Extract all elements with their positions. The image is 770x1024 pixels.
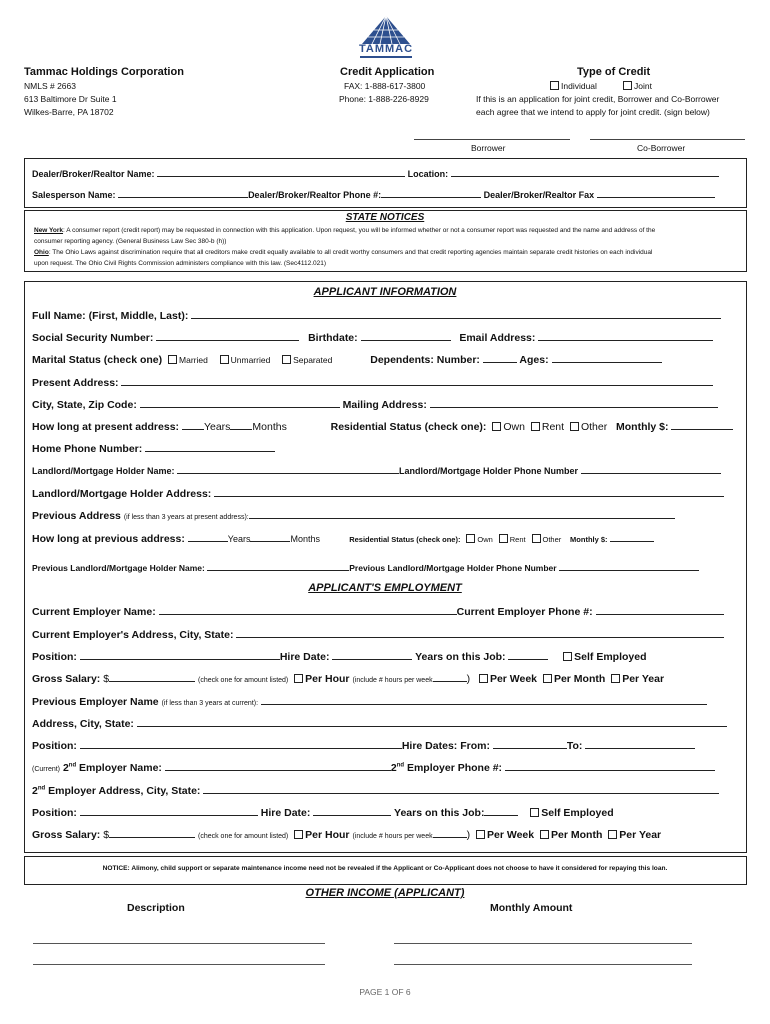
dependents-number-field[interactable]: [483, 353, 517, 363]
previous-address-row: Previous Address (if less than 3 years at present address):: [32, 509, 730, 522]
second-hire-date-field[interactable]: [313, 806, 391, 816]
unmarried-checkbox[interactable]: [220, 355, 229, 364]
second-per-week-checkbox[interactable]: [476, 830, 485, 839]
hours-per-week-field[interactable]: [433, 672, 467, 682]
present-years-field[interactable]: [182, 420, 204, 430]
logo-wordmark: TAMMAC: [358, 43, 414, 55]
marital-row: Marital Status (check one) Married Unmarried Separated Dependents: Number: Ages:: [32, 353, 730, 366]
second-employer-phone-field[interactable]: [505, 761, 715, 771]
current-employer-phone-field[interactable]: [596, 605, 724, 615]
second-gross-salary-row: Gross Salary: $ (check one for amount listed) Per Hour (include # hours per week ) Per Week Per Month Per Year: [32, 829, 662, 841]
home-phone-row: Home Phone Number:: [32, 442, 730, 455]
second-per-hour-checkbox[interactable]: [294, 830, 303, 839]
separated-checkbox[interactable]: [282, 355, 291, 364]
location-field[interactable]: [451, 167, 719, 177]
birthdate-field[interactable]: [361, 331, 451, 341]
logo-rule: [360, 56, 412, 58]
second-position-field[interactable]: [80, 806, 258, 816]
dealer-section: [24, 158, 747, 208]
borrower-signature-line[interactable]: [414, 139, 570, 140]
previous-employer-row: Previous Employer Name (if less than 3 years at current):: [32, 695, 730, 708]
landlord-phone-field[interactable]: [581, 464, 721, 474]
borrower-label: Borrower: [471, 143, 506, 153]
page-number: PAGE 1 OF 6: [359, 987, 411, 997]
second-gross-salary-field[interactable]: [109, 828, 195, 838]
current-employer-address-field[interactable]: [236, 628, 724, 638]
present-months-field[interactable]: [230, 420, 252, 430]
how-long-present-row: How long at present address: Years Months Residential Status (check one): Own Rent Other Monthly $:: [32, 420, 730, 433]
ages-field[interactable]: [552, 353, 662, 363]
income-description-line-2[interactable]: [33, 964, 325, 965]
dealer-fax-field[interactable]: [597, 188, 715, 198]
fax-number: FAX: 1-888-617-3800: [344, 81, 426, 91]
prev-landlord-name-field[interactable]: [207, 561, 349, 571]
hire-date-field[interactable]: [332, 650, 412, 660]
alimony-notice: NOTICE: Alimony, child support or separate maintenance income need not be revealed if the Applicant or Co-Applicant does not choose to have it considered for repaying this loan.: [102, 865, 668, 872]
form-title: Credit Application: [340, 66, 435, 78]
prev-monthly-payment-field[interactable]: [610, 532, 654, 542]
second-hours-per-week-field[interactable]: [433, 828, 467, 838]
monthly-amount-header: Monthly Amount: [490, 902, 573, 914]
second-employer-field[interactable]: [165, 761, 391, 771]
gross-salary-row: Gross Salary: $ (check one for amount listed) Per Hour (include # hours per week ) Per Week Per Month Per Year: [32, 673, 665, 685]
email-field[interactable]: [538, 331, 713, 341]
hire-to-field[interactable]: [585, 739, 695, 749]
position-row: Position: Hire Date: Years on this Job: Self Employed: [32, 651, 647, 663]
previous-address-field[interactable]: [249, 509, 675, 519]
salesperson-row: Salesperson Name: Dealer/Broker/Realtor Phone #: Dealer/Broker/Realtor Fax: [32, 188, 715, 200]
self-employed-checkbox[interactable]: [563, 652, 572, 661]
previous-employer-field[interactable]: [261, 695, 707, 705]
per-month-checkbox[interactable]: [543, 674, 552, 683]
city-state-zip-field[interactable]: [140, 398, 340, 408]
company-logo: [350, 14, 422, 60]
monthly-payment-field[interactable]: [671, 420, 733, 430]
salesperson-field[interactable]: [118, 188, 248, 198]
second-employer-row: (Current) 2nd Employer Name: 2nd Employer Phone #:: [32, 761, 730, 774]
previous-months-field[interactable]: [250, 532, 290, 542]
description-header: Description: [127, 902, 185, 914]
full-name-field[interactable]: [191, 309, 721, 319]
income-amount-line-1[interactable]: [394, 943, 692, 944]
dealer-name-row: Dealer/Broker/Realtor Name: Location:: [32, 167, 719, 179]
oh-notice-line-2: upon request. The Ohio Civil Rights Commission administers compliance with this law. (Sec4112.021): [34, 260, 327, 267]
dealer-name-field[interactable]: [157, 167, 405, 177]
individual-checkbox[interactable]: [550, 81, 559, 90]
company-name: Tammac Holdings Corporation: [24, 66, 184, 78]
city-state-zip-row: City, State, Zip Code: Mailing Address:: [32, 398, 730, 411]
landlord-address-field[interactable]: [214, 487, 724, 497]
prev-address-city-row: Address, City, State:: [32, 717, 730, 730]
prev-other-checkbox[interactable]: [532, 534, 541, 543]
dealer-phone-field[interactable]: [381, 188, 481, 198]
per-week-checkbox[interactable]: [479, 674, 488, 683]
second-position-row: Position: Hire Date: Years on this Job: Self Employed: [32, 807, 614, 819]
present-address-field[interactable]: [121, 376, 713, 386]
gross-salary-field[interactable]: [109, 672, 195, 682]
second-employer-address-row: 2nd Employer Address, City, State:: [32, 784, 730, 797]
married-checkbox[interactable]: [168, 355, 177, 364]
ny-notice-line-2: consumer reporting agency. (General Business Law Sec 380-b (h)): [34, 238, 227, 245]
joint-note-line-2: each agree that we intend to apply for joint credit. (sign below): [476, 107, 710, 117]
ssn-row: Social Security Number: Birthdate: Email Address:: [32, 331, 730, 344]
current-employer-row: Current Employer Name: Current Employer Phone #:: [32, 605, 730, 618]
mailing-address-field[interactable]: [430, 398, 718, 408]
second-employer-address-field[interactable]: [203, 784, 719, 794]
prev-landlord-row: Previous Landlord/Mortgage Holder Name: Previous Landlord/Mortgage Holder Phone Number: [32, 561, 730, 573]
state-notices-title: STATE NOTICES: [345, 212, 425, 223]
ny-notice-line-1: New York: A consumer report (credit report) may be requested in connection with this application. Upon request, you will be informed whether or not a consumer report was requested and the name and address of the: [34, 227, 656, 234]
landlord-row: Landlord/Mortgage Holder Name: Landlord/Mortgage Holder Phone Number: [32, 464, 730, 476]
current-employer-field[interactable]: [159, 605, 457, 615]
ssn-field[interactable]: [156, 331, 299, 341]
phone-number: Phone: 1-888-226-8929: [339, 94, 429, 104]
income-amount-line-2[interactable]: [394, 964, 692, 965]
company-address-1: 613 Baltimore Dr Suite 1: [24, 94, 117, 104]
present-address-row: Present Address:: [32, 376, 730, 389]
co-borrower-signature-line[interactable]: [590, 139, 745, 140]
joint-note-line-1: If this is an application for joint credit, Borrower and Co-Borrower: [476, 94, 720, 104]
per-year-checkbox[interactable]: [611, 674, 620, 683]
joint-option[interactable]: Joint: [620, 81, 652, 92]
prev-employer-address-field[interactable]: [137, 717, 727, 727]
current-employer-address-row: Current Employer's Address, City, State:: [32, 628, 730, 641]
joint-checkbox[interactable]: [623, 81, 632, 90]
hire-from-field[interactable]: [493, 739, 567, 749]
how-long-previous-row: How long at previous address: Years Months Residential Status (check one): Own Rent Other Monthly $:: [32, 532, 730, 545]
prev-own-checkbox[interactable]: [466, 534, 475, 543]
previous-years-field[interactable]: [188, 532, 228, 542]
credit-type-title: Type of Credit: [577, 66, 651, 78]
years-on-job-field[interactable]: [508, 650, 548, 660]
second-self-employed-checkbox[interactable]: [530, 808, 539, 817]
prev-rent-checkbox[interactable]: [499, 534, 508, 543]
prev-landlord-phone-field[interactable]: [559, 561, 699, 571]
rent-checkbox[interactable]: [531, 422, 540, 431]
other-income-title: OTHER INCOME (APPLICANT): [305, 887, 465, 899]
oh-notice-line-1: Ohio: The Ohio Laws against discrimination require that all creditors make credit equally available to all credit worthy consumers and that credit reporting agencies maintain separate credit histories on each individual: [34, 249, 653, 256]
position-field[interactable]: [80, 650, 280, 660]
full-name-row: Full Name: (First, Middle, Last):: [32, 309, 730, 322]
other-checkbox[interactable]: [570, 422, 579, 431]
applicant-info-title: APPLICANT INFORMATION: [313, 286, 457, 298]
home-phone-field[interactable]: [145, 442, 275, 452]
employment-title: APPLICANT'S EMPLOYMENT: [308, 582, 462, 594]
income-description-line-1[interactable]: [33, 943, 325, 944]
individual-option[interactable]: Individual: [547, 81, 597, 92]
nmls: NMLS # 2663: [24, 81, 76, 91]
landlord-address-row: Landlord/Mortgage Holder Address:: [32, 487, 730, 500]
co-borrower-label: Co-Borrower: [637, 143, 686, 153]
second-per-year-checkbox[interactable]: [608, 830, 617, 839]
second-per-month-checkbox[interactable]: [540, 830, 549, 839]
second-years-on-job-field[interactable]: [484, 806, 518, 816]
landlord-name-field[interactable]: [177, 464, 399, 474]
per-hour-checkbox[interactable]: [294, 674, 303, 683]
prev-position-field[interactable]: [80, 739, 402, 749]
prev-position-row: Position: Hire Dates: From: To:: [32, 739, 730, 752]
own-checkbox[interactable]: [492, 422, 501, 431]
company-address-2: Wilkes-Barre, PA 18702: [24, 107, 114, 117]
